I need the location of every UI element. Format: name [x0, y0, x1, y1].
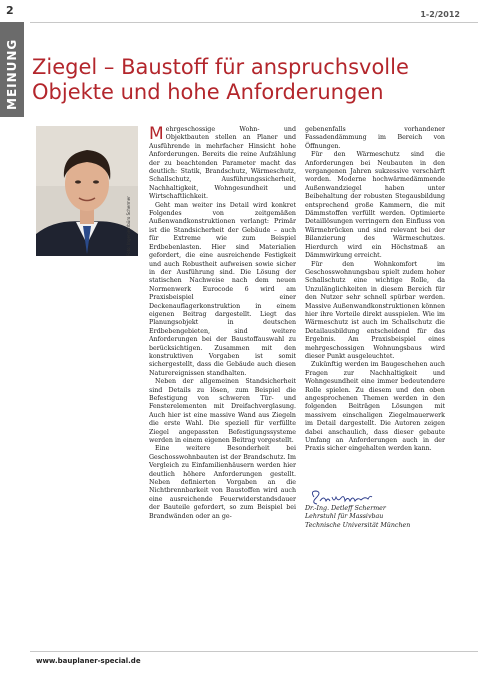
paragraph: Geht man weiter ins Detail wird konkret Folgendes von zeitgemäßen Außenwandkonstruktionen verlangt: Primär ist die Standsicherheit der Gebäude – auch für Extreme wie zum Beispiel Erdbebenlasten. Hier sind Materialien gefordert, die eine ausreichende Festigkeit und auch Robustheit aufweisen sowie sicher in der Ausführung sind. Die Lösung der statischen Nachweise nach dem neuen Normenwerk Eurocode 6 wird am Praxisbeispiel einer Deckenauflagerkonstruktion in einem eigenen Beitrag dargestellt. Liegt das Planungsobjekt in deutschen Erdbebengebieten, sind weitere Anforderungen bei der Baustoffauswahl zu berücksichtigen. Zusammen mit den konstruktiven Vorgaben ist somit sichergestellt, dass die Gebäude auch diesen Naturereignissen standhalten.	[149, 201, 296, 377]
footer-rule	[30, 651, 478, 652]
paragraph: Zukünftig werden im Baugeschehen auch Fragen zur Nachhaltigkeit und Wohngesundheit eine immer bedeutendere Rolle spielen. Zu diesem und den oben angesprochenen Themen werden in den folgenden Beiträgen Lösungen mit massivem einschaligen Ziegelmauerwerk im Detail dargestellt. Die Autoren zeigen dabei anschaulich, dass dieser gebaute Umfang an Anforderungen auch in der Praxis sicher eingehalten werden kann.	[305, 361, 445, 453]
headline: Ziegel – Baustoff für anspruchsvolle Objekte und hohe Anforderungen	[32, 55, 409, 104]
article-column-1	[149, 126, 296, 521]
drop-cap: M	[149, 124, 164, 144]
issue-label: 1-2/2012	[420, 10, 460, 19]
author-title: Lehrstuhl für Massivbau	[305, 513, 384, 521]
paragraph: Neben der allgemeinen Standsicherheit sind Details zu lösen, zum Beispiel die Befestigung von schweren Tür- und Fensterelementen mit Dreifachverglasung. Auch hier ist eine massive Wand aus Ziegeln die erste Wahl. Die speziell für verfüllte Ziegel angepassten Befestigungssysteme werden in einem eigenen Beitrag vorgestellt.	[149, 378, 296, 445]
author-block	[305, 505, 455, 530]
paragraph: gebenenfalls vorhandener Fassadendämmung im Bereich von Öffnungen.	[305, 126, 445, 150]
section-tab	[0, 22, 24, 117]
author-institution: Technische Universität München	[305, 521, 411, 529]
portrait-image	[36, 126, 138, 256]
paragraph: Für den Wärmeschutz sind die Anforderungen bei Neubauten in den vergangenen Jahren sukzessive verschärft worden. Moderne hochwärmedämmende Außenwandziegel haben unter Beibehaltung der robusten Stegausbildung entsprechend große Kammern, die mit Dämmstoffen verfüllt werden. Optimierte Detaillösungen verringern den Einfluss von Wärmebrücken und sind relevant bei der Bilanzierung des Wärmeschutzes. Hierdurch wird ein Höchstmaß an Dämmwirkung erreicht.	[305, 151, 445, 260]
page-number: 2	[6, 4, 14, 17]
paragraph: Eine weitere Besonderheit bei Geschosswohnbauten ist der Brandschutz. Im Vergleich zu Einfamilienhäusern werden hier deutlich höhere Anforderungen gestellt. Neben definierten Vorgaben an die Nichtbrennbarkeit von Baustoffen wird auch eine ausreichende Feuerwiderstandsdauer der Bauteile gefordert, so zum Beispiel bei Brandwänden oder an ge-	[149, 445, 296, 520]
article-column-2	[305, 126, 445, 454]
author-name: Dr.-Ing. Detleff Schermer	[305, 505, 386, 512]
paragraph: Für den Wohnkomfort im Geschosswohnungsbau spielt zudem hoher Schallschutz eine wichtige Rolle, da Unzulänglichkeiten in diesem Bereich für den Nutzer sehr schnell spürbar werden. Massive Außenwandkonstruktionen können hier ihre Vorteile direkt ausspielen. Wie im Wärmeschutz ist auch im Schallschutz die Detailausbildung entscheidend für das Ergebnis. Am Praxisbeispiel eines mehrgeschossigen Wohnungsbaus wird dieser Punkt ausgeleuchtet.	[305, 260, 445, 360]
section-label: MEINUNG	[5, 38, 19, 110]
header-rule	[30, 0, 478, 23]
footer-website: www.bauplaner-special.de	[36, 657, 141, 665]
paragraph-text: ehrgeschossige Wohn- und Objektbauten stellen an Planer und Ausführende in mehrfacher Hinsicht hohe Anforderungen. Bereits die reine Aufzählung der zu beachtenden Parameter macht das deutlich: Statik, Brandschutz, Wärmeschutz, Schallschutz, Ausführungssicherheit, Nachhaltigkeit, Wohngesundheit und Wirtschaftlichkeit.	[149, 126, 296, 201]
author-portrait	[36, 126, 138, 256]
photo-credit: Foto: Ingenieurbüro Schermer	[126, 196, 131, 256]
paragraph	[149, 126, 296, 202]
